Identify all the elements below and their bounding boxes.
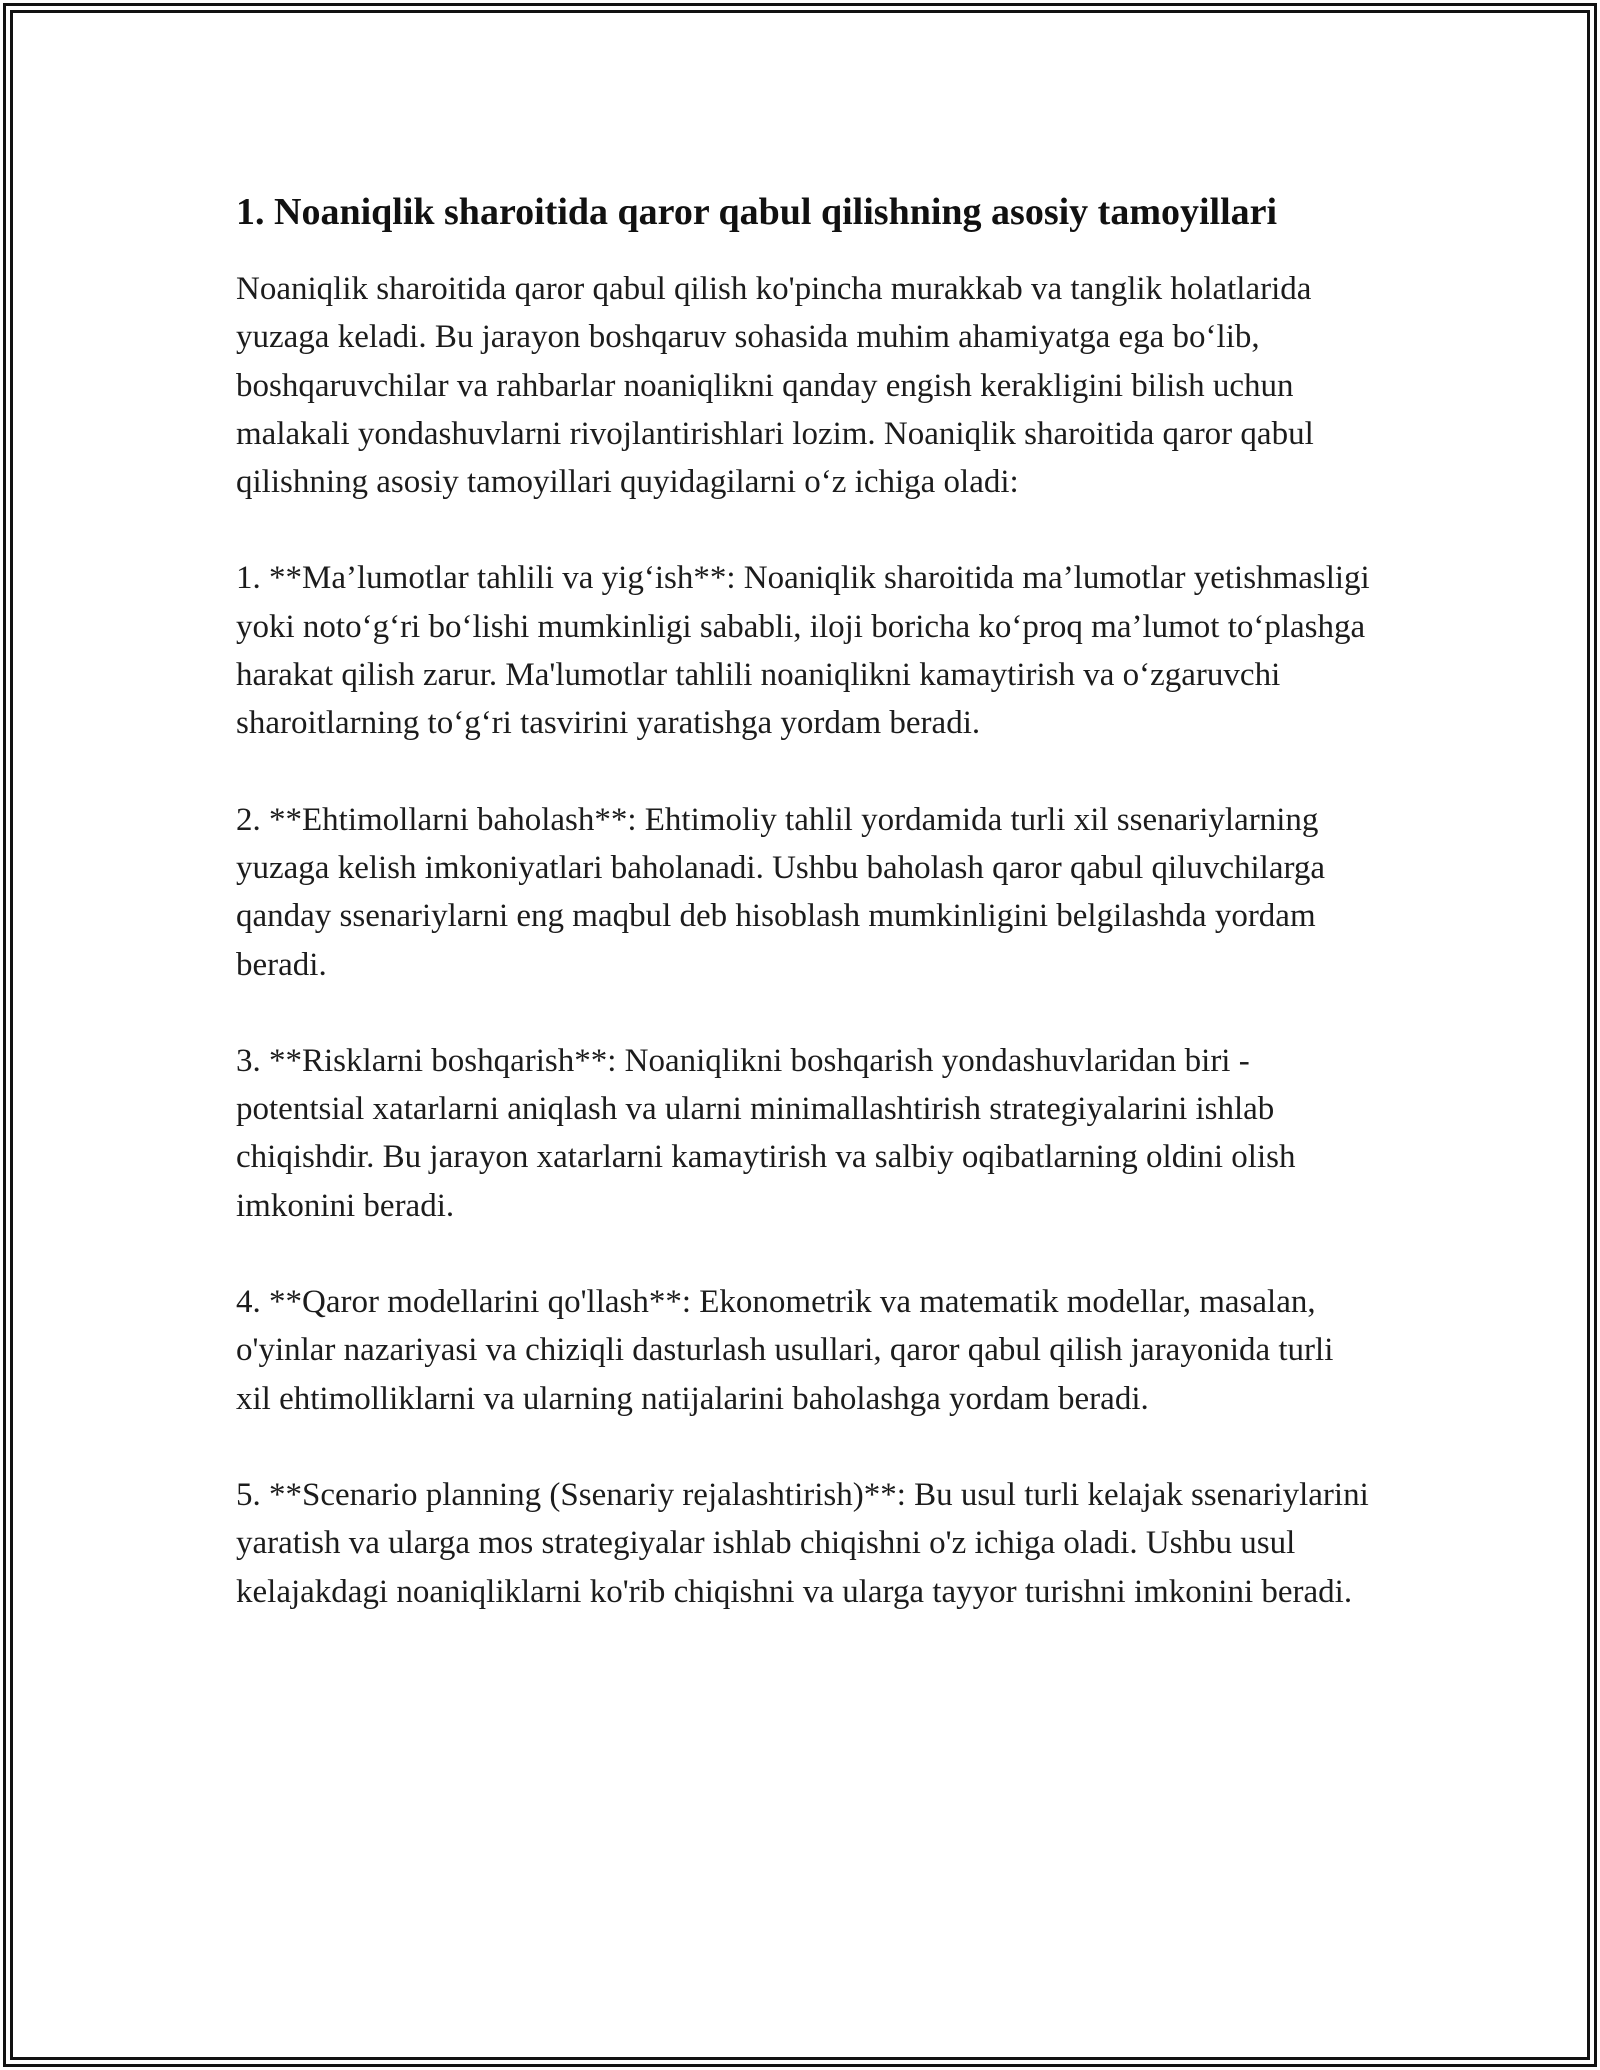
principle-item-5: 5. **Scenario planning (Ssenariy rejalashtirish)**: Bu usul turli kelajak ssenariylarini yaratish va ularga mos strategiyalar ishlab chiqishni o'z ichiga oladi. Ushbu usul kelajakdagi noaniqliklarni ko'rib chiqishni va ularga tayyor turishni imkonini beradi. <box>236 1476 1369 1610</box>
principle-item-2: 2. **Ehtimollarni baholash**: Ehtimoliy tahlil yordamida turli xil ssenariylarning yuzaga kelish imkoniyatlari baholanadi. Ushbu baholash qaror qabul qiluvchilarga qanday ssenariylarni eng maqbul deb hisoblash mumkinligini belgilashda yordam beradi. <box>236 801 1326 983</box>
section-title: 1. Noaniqlik sharoitida qaror qabul qilishning asosiy tamoyillari <box>236 191 1278 233</box>
principle-item-1: 1. **Ma’lumotlar tahlili va yig‘ish**: Noaniqlik sharoitida ma’lumotlar yetishmasligi yoki noto‘g‘ri bo‘lishi mumkinligi sababli, iloji boricha ko‘proq ma’lumot to‘plashga harakat qilish zarur. Ma'lumotlar tahlili noaniqlikni kamaytirish va o‘zgaruvchi sharoitlarning to‘g‘ri tasvirini yaratishga yordam beradi. <box>236 560 1370 742</box>
principle-item-3: 3. **Risklarni boshqarish**: Noaniqlikni boshqarish yondashuvlaridan biri - potentsial xatarlarni aniqlash va ularni minimallashtirish strategiyalarini ishlab chiqishdir. Bu jarayon xatarlarni kamaytirish va salbiy oqibatlarning oldini olish imkonini beradi. <box>236 1042 1296 1224</box>
principle-item-4: 4. **Qaror modellarini qo'llash**: Ekonometrik va matematik modellar, masalan, o'yinlar nazariyasi va chiziqli dasturlash usullari, qaror qabul qilish jarayonida turli xil ehtimolliklarni va ularning natijalarini baholashga yordam beradi. <box>236 1284 1334 1417</box>
intro-paragraph: Noaniqlik sharoitida qaror qabul qilish ko'pincha murakkab va tanglik holatlarida yuzaga keladi. Bu jarayon boshqaruv sohasida muhim ahamiyatga ega bo‘lib, boshqaruvchilar va rahbarlar noaniqlikni qanday engish kerakligini bilish uchun malakali yondashuvlarni rivojlantirishlari lozim. Noaniqlik sharoitida qaror qabul qilishning asosiy tamoyillari quyidagilarni o‘z ichiga oladi: <box>236 271 1314 501</box>
document-body <box>236 185 1376 1616</box>
